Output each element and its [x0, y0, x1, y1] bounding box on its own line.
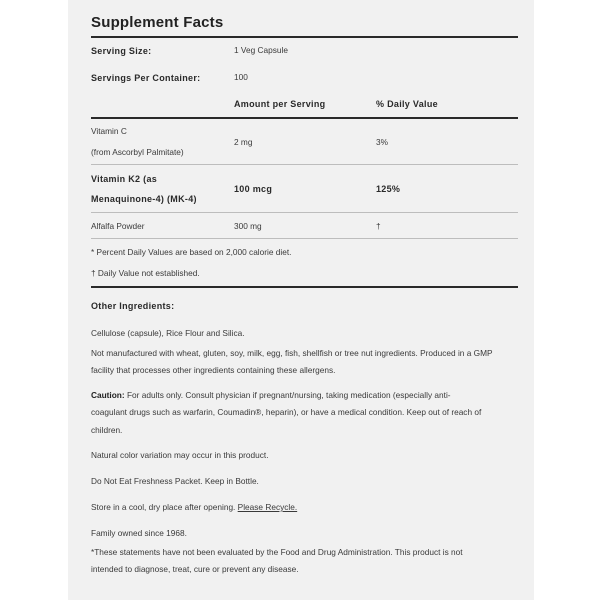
- storage-note: [91, 502, 297, 513]
- nutrient-daily-value: 3%: [376, 137, 388, 147]
- nutrient-daily-value: 125%: [376, 184, 401, 194]
- divider-bottom: [91, 286, 518, 288]
- caution-label: Caution:: [91, 390, 125, 400]
- nutrient-source: (from Ascorbyl Palmitate): [91, 147, 184, 157]
- servings-per-container-label: Servings Per Container:: [91, 73, 201, 83]
- caution-line1: [91, 390, 451, 401]
- row-divider: [91, 164, 518, 165]
- allergen-statement-line2: facility that processes other ingredients containing these allergens.: [91, 365, 336, 375]
- color-variation-note: Natural color variation may occur in this product.: [91, 450, 269, 460]
- storage-text: Store in a cool, dry place after opening.: [91, 502, 238, 512]
- nutrient-name: Alfalfa Powder: [91, 221, 145, 231]
- nutrient-daily-value: †: [376, 221, 381, 231]
- footnote-percent: * Percent Daily Values are based on 2,000 calorie diet.: [91, 247, 292, 257]
- freshness-packet-note: Do Not Eat Freshness Packet. Keep in Bottle.: [91, 476, 259, 486]
- other-ingredients-label: Other Ingredients:: [91, 301, 175, 311]
- nutrient-name: Vitamin C: [91, 126, 127, 136]
- divider-top: [91, 36, 518, 38]
- ingredients-text: Cellulose (capsule), Rice Flour and Silica.: [91, 328, 245, 338]
- row-divider: [91, 238, 518, 239]
- allergen-statement-line1: Not manufactured with wheat, gluten, soy, milk, egg, fish, shellfish or tree nut ingredients. Produced in a GMP: [91, 348, 493, 358]
- recycle-link[interactable]: Please Recycle.: [237, 502, 298, 512]
- nutrient-amount: 2 mg: [234, 137, 253, 147]
- caution-text: For adults only. Consult physician if pregnant/nursing, taking medication (especially anti-: [124, 390, 451, 400]
- fda-disclaimer-line1: *These statements have not been evaluated by the Food and Drug Administration. This product is not: [91, 547, 463, 557]
- caution-line3: children.: [91, 425, 123, 435]
- footnote-dagger: † Daily Value not established.: [91, 268, 200, 278]
- label-title: Supplement Facts: [91, 14, 224, 31]
- serving-size-value: 1 Veg Capsule: [234, 45, 288, 55]
- divider-header: [91, 117, 518, 119]
- supplement-facts-panel: [68, 0, 534, 600]
- daily-value-column-header: % Daily Value: [376, 99, 438, 109]
- serving-size-label: Serving Size:: [91, 46, 152, 56]
- caution-line2: coagulant drugs such as warfarin, Coumadin®, heparin), or have a medical condition. Keep out of reach of: [91, 407, 482, 417]
- fda-disclaimer-line2: intended to diagnose, treat, cure or prevent any disease.: [91, 564, 299, 574]
- amount-column-header: Amount per Serving: [234, 99, 326, 109]
- row-divider: [91, 212, 518, 213]
- nutrient-name: Vitamin K2 (as: [91, 174, 158, 184]
- family-owned-note: Family owned since 1968.: [91, 528, 187, 538]
- nutrient-source: Menaquinone-4) (MK-4): [91, 194, 197, 204]
- nutrient-amount: 100 mcg: [234, 184, 273, 194]
- nutrient-amount: 300 mg: [234, 221, 262, 231]
- servings-per-container-value: 100: [234, 72, 248, 82]
